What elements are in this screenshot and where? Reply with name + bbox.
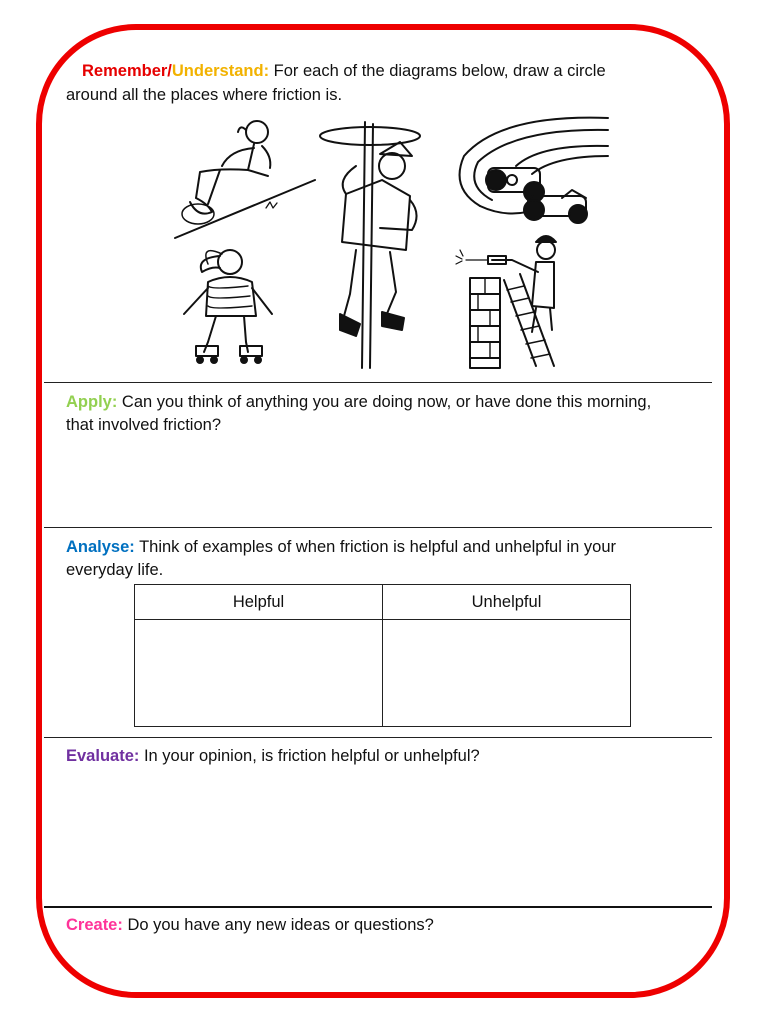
evaluate-keyword: Evaluate: — [66, 747, 140, 765]
remember-line-2: around all the places where friction is. — [66, 86, 343, 104]
analyse-line-1 — [66, 536, 616, 558]
race-cars-on-curved-track-icon — [460, 118, 608, 223]
section-divider — [44, 737, 712, 738]
remember-keyword: Remember — [82, 62, 168, 80]
person-drilling-on-ladder-icon — [456, 236, 556, 368]
remember-line-1 — [82, 60, 606, 82]
section-divider — [44, 906, 712, 908]
person-sliding-down-pole-icon — [320, 122, 420, 368]
create-keyword: Create: — [66, 916, 123, 934]
section-divider — [44, 382, 712, 383]
table-column-divider — [382, 585, 383, 726]
apply-keyword: Apply: — [66, 393, 118, 411]
helpful-unhelpful-table — [134, 584, 631, 727]
person-on-roller-skates-icon — [184, 250, 272, 363]
analyse-keyword: Analyse: — [66, 538, 135, 556]
analyse-line-2: everyday life. — [66, 561, 164, 579]
slash: / — [167, 62, 172, 80]
remember-text: For each of the diagrams below, draw a circle — [269, 62, 606, 80]
understand-keyword: Understand: — [171, 62, 270, 80]
table-header-helpful: Helpful — [232, 593, 285, 611]
create-line-1 — [66, 914, 434, 936]
friction-illustrations — [160, 110, 610, 372]
table-header-unhelpful: Unhelpful — [471, 593, 542, 611]
create-text: Do you have any new ideas or questions? — [122, 916, 434, 934]
evaluate-line-1 — [66, 745, 480, 767]
section-divider — [44, 527, 712, 528]
table-header-divider — [135, 619, 630, 620]
apply-text: Can you think of anything you are doing now, or have done this morning, — [117, 393, 652, 411]
apply-line-2: that involved friction? — [66, 416, 222, 434]
analyse-text: Think of examples of when friction is helpful and unhelpful in your — [134, 538, 617, 556]
person-sitting-on-slope-icon — [175, 121, 315, 238]
evaluate-text: In your opinion, is friction helpful or unhelpful? — [139, 747, 480, 765]
apply-line-1 — [66, 391, 651, 413]
